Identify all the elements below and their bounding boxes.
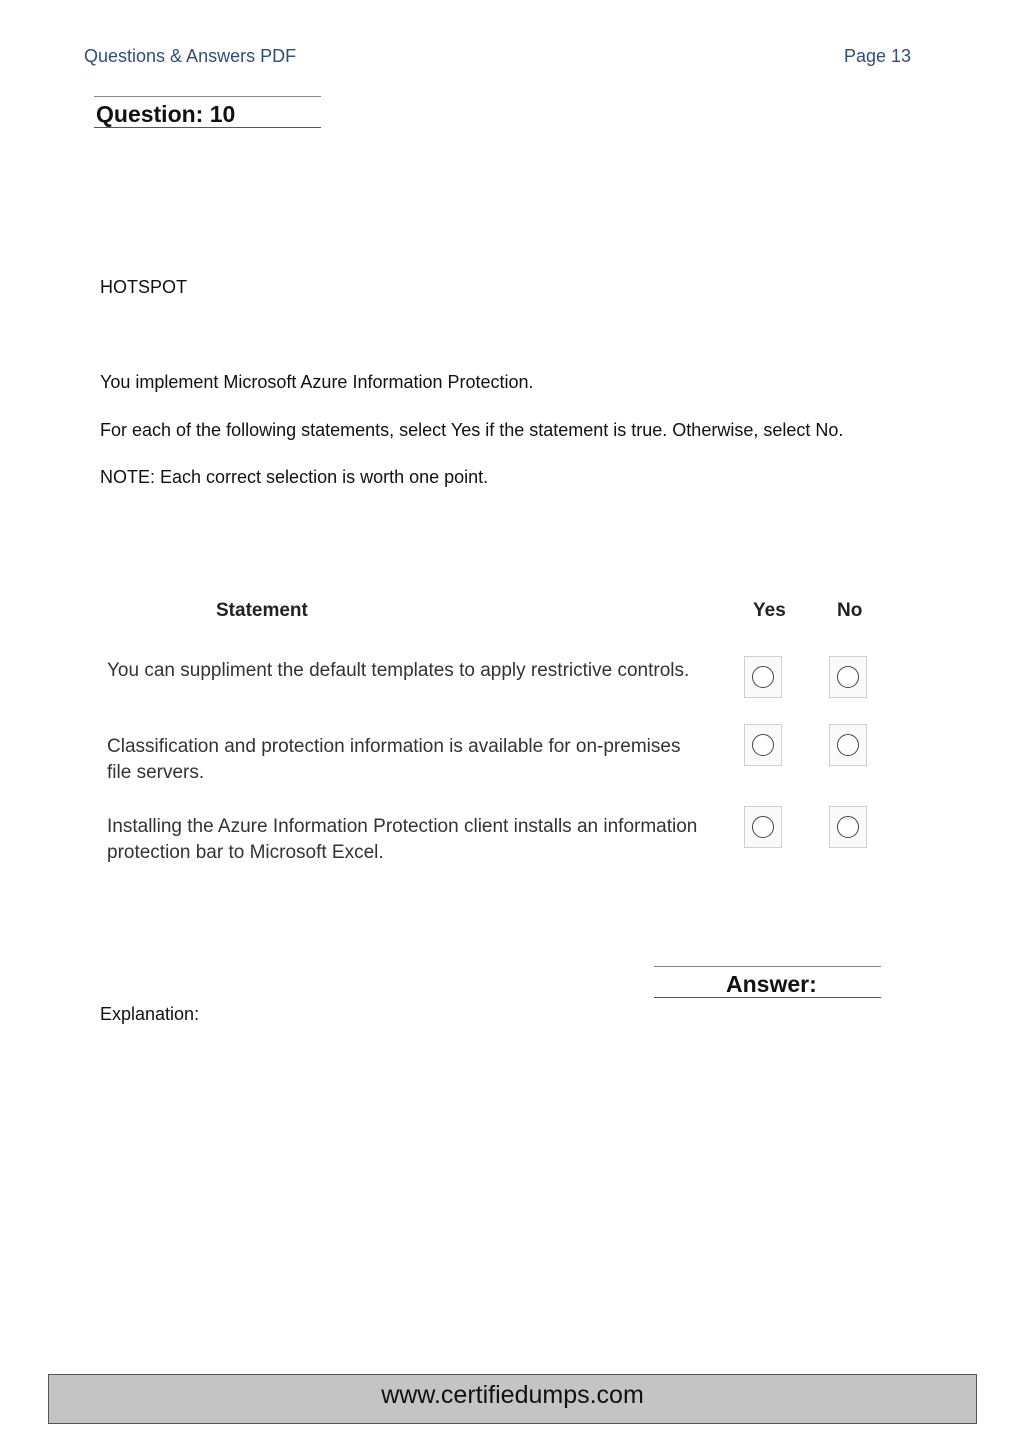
statement-row-3 xyxy=(107,814,707,866)
radio-circle-icon[interactable] xyxy=(837,816,859,838)
footer-url[interactable]: www.certifiedumps.com xyxy=(381,1381,644,1409)
row-2-no-option[interactable] xyxy=(829,724,867,766)
question-heading-box xyxy=(94,96,321,128)
explanation-label: Explanation: xyxy=(100,1004,200,1024)
no-header: No xyxy=(837,600,863,621)
radio-circle-icon[interactable] xyxy=(752,816,774,838)
question-title: Question: 10 xyxy=(96,101,236,127)
statement-text-cont: protection bar to Microsoft Excel. xyxy=(107,842,384,863)
row-1-yes-option[interactable] xyxy=(744,656,782,698)
statement-text: Classification and protection information is available for on-premises xyxy=(107,736,681,757)
row-3-yes-option[interactable] xyxy=(744,806,782,848)
statement-row-2 xyxy=(107,734,707,786)
statement-header: Statement xyxy=(216,600,308,621)
statement-text-cont: file servers. xyxy=(107,762,205,783)
statement-text: Installing the Azure Information Protection client installs an information xyxy=(107,816,698,837)
question-type: HOTSPOT xyxy=(100,277,188,297)
hotspot-table xyxy=(100,590,900,880)
question-note: NOTE: Each correct selection is worth one point. xyxy=(100,467,489,487)
page-number: Page 13 xyxy=(844,46,912,66)
answer-heading-box xyxy=(654,966,881,998)
yes-header: Yes xyxy=(753,600,786,621)
statement-row-1 xyxy=(107,658,707,684)
radio-circle-icon[interactable] xyxy=(837,734,859,756)
question-intro: You implement Microsoft Azure Information Protection. xyxy=(100,372,534,392)
question-instruction: For each of the following statements, select Yes if the statement is true. Otherwise, select No. xyxy=(100,420,844,440)
row-3-no-option[interactable] xyxy=(829,806,867,848)
row-1-no-option[interactable] xyxy=(829,656,867,698)
row-2-yes-option[interactable] xyxy=(744,724,782,766)
footer-bar xyxy=(48,1374,977,1424)
radio-circle-icon[interactable] xyxy=(752,666,774,688)
statement-text: You can suppliment the default templates to apply restrictive controls. xyxy=(107,660,690,681)
header-title: Questions & Answers PDF xyxy=(84,46,297,66)
radio-circle-icon[interactable] xyxy=(837,666,859,688)
radio-circle-icon[interactable] xyxy=(752,734,774,756)
answer-label: Answer: xyxy=(726,971,817,997)
